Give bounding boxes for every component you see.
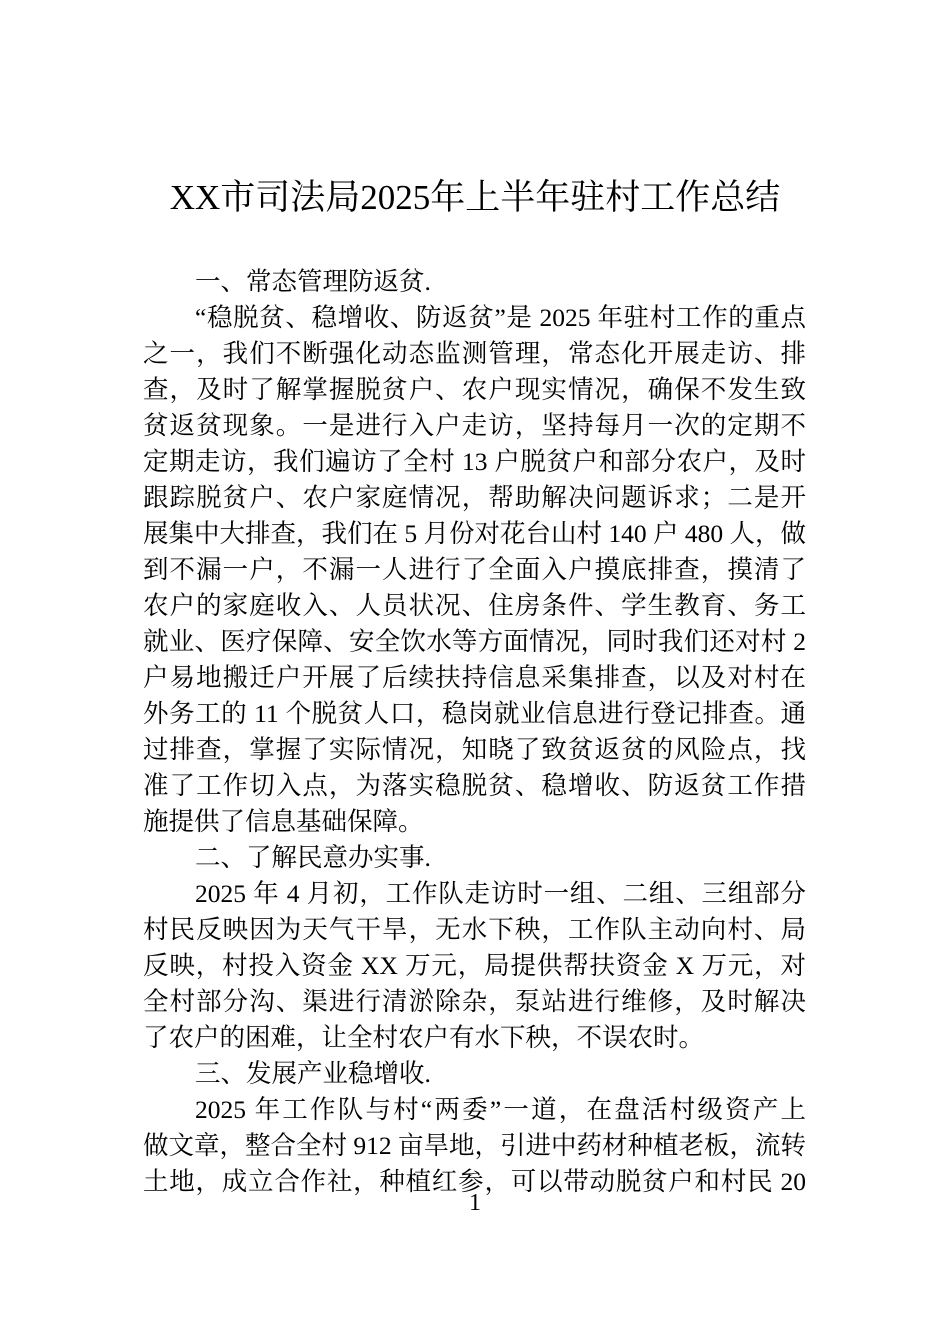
paragraph-line: 过排查，掌握了实际情况，知晓了致贫返贫的风险点，找 — [143, 735, 806, 764]
paragraph-line: 定期走访，我们遍访了全村 13 户脱贫户和部分农户，及时 — [143, 447, 806, 476]
section-heading: 一、常态管理防返贫. — [195, 267, 431, 296]
paragraph-line: 2025 年工作队与村“两委”一道，在盘活村级资产上 — [195, 1095, 806, 1124]
paragraph-line: 2025 年 4 月初，工作队走访时一组、二组、三组部分 — [195, 879, 806, 908]
paragraph-line: “稳脱贫、稳增收、防返贫”是 2025 年驻村工作的重点 — [195, 303, 806, 332]
paragraph-line: 了农户的困难，让全村农户有水下秧，不误农时。 — [143, 1023, 705, 1052]
paragraph-line: 反映，村投入资金 XX 万元，局提供帮扶资金 X 万元，对 — [143, 951, 806, 980]
paragraph-line: 户易地搬迁户开展了后续扶持信息采集排查，以及对村在 — [143, 663, 806, 692]
paragraph-line: 做文章，整合全村 912 亩旱地，引进中药材种植老板，流转 — [143, 1131, 807, 1160]
paragraph-line: 农户的家庭收入、人员状况、住房条件、学生教育、务工 — [143, 591, 806, 620]
document-title: XX市司法局2025年上半年驻村工作总结 — [169, 178, 781, 217]
paragraph-line: 土地，成立合作社，种植红参，可以带动脱贫户和村民 20 — [143, 1167, 806, 1196]
paragraph-line: 外务工的 11 个脱贫人口，稳岗就业信息进行登记排查。通 — [143, 699, 806, 728]
section-heading: 三、发展产业稳增收. — [195, 1059, 431, 1088]
paragraph-line: 贫返贫现象。一是进行入户走访，坚持每月一次的定期不 — [143, 411, 806, 440]
paragraph-line: 查，及时了解掌握脱贫户、农户现实情况，确保不发生致 — [143, 375, 806, 404]
paragraph-line: 施提供了信息基础保障。 — [143, 807, 424, 836]
page-number: 1 — [469, 1190, 481, 1216]
paragraph-line: 展集中大排查，我们在 5 月份对花台山村 140 户 480 人，做 — [143, 519, 807, 548]
paragraph-line: 准了工作切入点，为落实稳脱贫、稳增收、防返贫工作措 — [143, 771, 806, 800]
paragraph-line: 全村部分沟、渠进行清淤除杂，泵站进行维修，及时解决 — [143, 987, 806, 1016]
paragraph-line: 之一，我们不断强化动态监测管理，常态化开展走访、排 — [143, 339, 806, 368]
paragraph-line: 就业、医疗保障、安全饮水等方面情况，同时我们还对村 2 — [143, 627, 806, 656]
document-body — [143, 264, 806, 1200]
paragraph-line: 到不漏一户，不漏一人进行了全面入户摸底排查，摸清了 — [143, 555, 806, 584]
section-heading: 二、了解民意办实事. — [195, 843, 431, 872]
paragraph-line: 村民反映因为天气干旱，无水下秧，工作队主动向村、局 — [143, 915, 806, 944]
paragraph-line: 跟踪脱贫户、农户家庭情况，帮助解决问题诉求；二是开 — [143, 483, 806, 512]
